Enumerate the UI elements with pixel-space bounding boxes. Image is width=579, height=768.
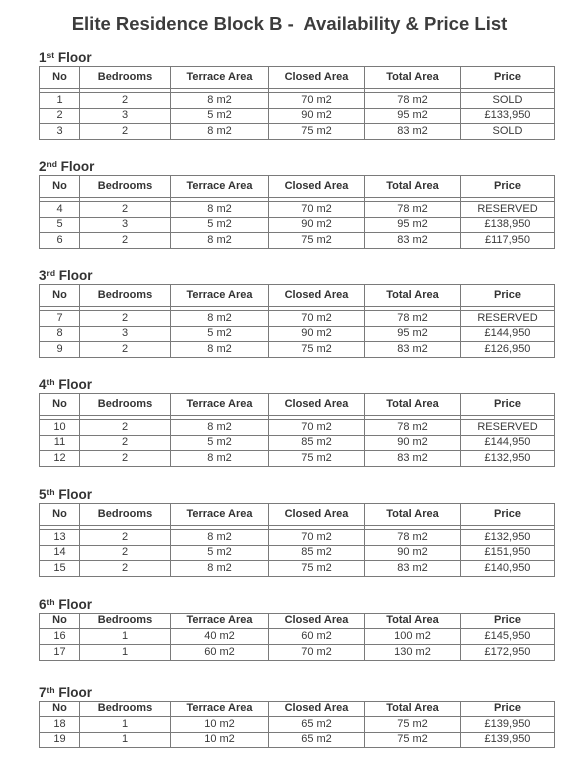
col-header-total-area: Total Area xyxy=(365,285,461,307)
col-header-no: No xyxy=(40,176,80,198)
cell-bedrooms: 1 xyxy=(80,732,171,748)
cell-bedrooms: 2 xyxy=(80,93,171,109)
table-row xyxy=(40,435,555,451)
cell-bedrooms: 2 xyxy=(80,420,171,436)
col-header-price: Price xyxy=(461,394,555,416)
cell-no: 5 xyxy=(40,217,80,233)
cell-price: £139,950 xyxy=(461,717,555,733)
floor-heading: 1st Floor xyxy=(39,50,92,65)
col-header-closed-area: Closed Area xyxy=(269,702,365,717)
cell-total-area: 83 m2 xyxy=(365,561,461,577)
col-header-closed-area: Closed Area xyxy=(269,614,365,629)
cell-total-area: 75 m2 xyxy=(365,717,461,733)
cell-price: RESERVED xyxy=(461,202,555,218)
cell-total-area: 83 m2 xyxy=(365,233,461,249)
cell-closed-area: 75 m2 xyxy=(269,561,365,577)
cell-price: £139,950 xyxy=(461,732,555,748)
col-header-price: Price xyxy=(461,504,555,526)
cell-terrace-area: 8 m2 xyxy=(171,561,269,577)
cell-closed-area: 70 m2 xyxy=(269,645,365,661)
cell-terrace-area: 8 m2 xyxy=(171,202,269,218)
cell-terrace-area: 8 m2 xyxy=(171,93,269,109)
col-header-total-area: Total Area xyxy=(365,504,461,526)
cell-no: 18 xyxy=(40,717,80,733)
col-header-no: No xyxy=(40,614,80,629)
cell-terrace-area: 8 m2 xyxy=(171,420,269,436)
col-header-terrace-area: Terrace Area xyxy=(171,67,269,89)
col-header-terrace-area: Terrace Area xyxy=(171,394,269,416)
cell-terrace-area: 10 m2 xyxy=(171,717,269,733)
cell-total-area: 95 m2 xyxy=(365,326,461,342)
table-row xyxy=(40,202,555,218)
cell-no: 10 xyxy=(40,420,80,436)
table-header-row xyxy=(40,504,555,526)
floor-heading: 5th Floor xyxy=(39,487,93,502)
cell-bedrooms: 2 xyxy=(80,233,171,249)
col-header-price: Price xyxy=(461,176,555,198)
cell-closed-area: 65 m2 xyxy=(269,717,365,733)
cell-closed-area: 70 m2 xyxy=(269,202,365,218)
cell-price: £140,950 xyxy=(461,561,555,577)
table-header-row xyxy=(40,67,555,89)
cell-price: £151,950 xyxy=(461,545,555,561)
cell-closed-area: 60 m2 xyxy=(269,629,365,645)
cell-no: 9 xyxy=(40,342,80,358)
col-header-no: No xyxy=(40,702,80,717)
cell-no: 8 xyxy=(40,326,80,342)
cell-bedrooms: 2 xyxy=(80,561,171,577)
cell-terrace-area: 8 m2 xyxy=(171,342,269,358)
cell-closed-area: 70 m2 xyxy=(269,311,365,327)
availability-table xyxy=(39,175,555,249)
table-row xyxy=(40,629,555,645)
cell-closed-area: 75 m2 xyxy=(269,233,365,249)
cell-bedrooms: 1 xyxy=(80,629,171,645)
cell-closed-area: 75 m2 xyxy=(269,451,365,467)
cell-total-area: 130 m2 xyxy=(365,645,461,661)
col-header-terrace-area: Terrace Area xyxy=(171,702,269,717)
cell-price: £132,950 xyxy=(461,530,555,546)
table-row xyxy=(40,108,555,124)
floor-heading: 3rd Floor xyxy=(39,268,93,283)
cell-total-area: 83 m2 xyxy=(365,451,461,467)
col-header-total-area: Total Area xyxy=(365,67,461,89)
table-row xyxy=(40,561,555,577)
table-row xyxy=(40,451,555,467)
cell-terrace-area: 5 m2 xyxy=(171,108,269,124)
col-header-price: Price xyxy=(461,67,555,89)
col-header-bedrooms: Bedrooms xyxy=(80,394,171,416)
cell-total-area: 90 m2 xyxy=(365,545,461,561)
cell-terrace-area: 5 m2 xyxy=(171,435,269,451)
cell-terrace-area: 8 m2 xyxy=(171,451,269,467)
cell-terrace-area: 8 m2 xyxy=(171,530,269,546)
table-row xyxy=(40,93,555,109)
cell-no: 19 xyxy=(40,732,80,748)
col-header-no: No xyxy=(40,67,80,89)
cell-terrace-area: 8 m2 xyxy=(171,311,269,327)
table-row xyxy=(40,717,555,733)
floor-heading: 6th Floor xyxy=(39,597,93,612)
availability-table xyxy=(39,613,555,661)
cell-closed-area: 75 m2 xyxy=(269,124,365,140)
floor-section-4 xyxy=(39,377,554,467)
cell-price: £126,950 xyxy=(461,342,555,358)
cell-bedrooms: 2 xyxy=(80,530,171,546)
cell-total-area: 95 m2 xyxy=(365,108,461,124)
col-header-price: Price xyxy=(461,285,555,307)
cell-price: RESERVED xyxy=(461,420,555,436)
cell-no: 1 xyxy=(40,93,80,109)
col-header-total-area: Total Area xyxy=(365,176,461,198)
col-header-price: Price xyxy=(461,702,555,717)
cell-bedrooms: 1 xyxy=(80,645,171,661)
col-header-total-area: Total Area xyxy=(365,614,461,629)
cell-price: £145,950 xyxy=(461,629,555,645)
cell-closed-area: 70 m2 xyxy=(269,530,365,546)
floor-section-7 xyxy=(39,685,554,748)
col-header-bedrooms: Bedrooms xyxy=(80,176,171,198)
col-header-bedrooms: Bedrooms xyxy=(80,67,171,89)
cell-bedrooms: 2 xyxy=(80,202,171,218)
col-header-terrace-area: Terrace Area xyxy=(171,285,269,307)
availability-table xyxy=(39,701,555,748)
floor-heading: 7th Floor xyxy=(39,685,93,700)
cell-terrace-area: 10 m2 xyxy=(171,732,269,748)
cell-bedrooms: 3 xyxy=(80,108,171,124)
cell-bedrooms: 3 xyxy=(80,217,171,233)
col-header-terrace-area: Terrace Area xyxy=(171,504,269,526)
cell-terrace-area: 5 m2 xyxy=(171,326,269,342)
cell-total-area: 95 m2 xyxy=(365,217,461,233)
table-row xyxy=(40,645,555,661)
table-header-row xyxy=(40,702,555,717)
cell-no: 15 xyxy=(40,561,80,577)
availability-table xyxy=(39,66,555,140)
table-row xyxy=(40,420,555,436)
cell-closed-area: 85 m2 xyxy=(269,435,365,451)
cell-bedrooms: 2 xyxy=(80,124,171,140)
cell-terrace-area: 60 m2 xyxy=(171,645,269,661)
cell-closed-area: 90 m2 xyxy=(269,326,365,342)
table-row xyxy=(40,326,555,342)
table-row xyxy=(40,217,555,233)
cell-total-area: 78 m2 xyxy=(365,420,461,436)
cell-no: 16 xyxy=(40,629,80,645)
cell-price: RESERVED xyxy=(461,311,555,327)
col-header-closed-area: Closed Area xyxy=(269,176,365,198)
col-header-no: No xyxy=(40,285,80,307)
cell-no: 14 xyxy=(40,545,80,561)
table-row xyxy=(40,545,555,561)
cell-bedrooms: 1 xyxy=(80,717,171,733)
table-row xyxy=(40,311,555,327)
table-header-row xyxy=(40,394,555,416)
availability-table xyxy=(39,284,555,358)
floor-heading: 2nd Floor xyxy=(39,159,95,174)
table-row xyxy=(40,124,555,140)
cell-no: 12 xyxy=(40,451,80,467)
cell-closed-area: 70 m2 xyxy=(269,93,365,109)
cell-no: 3 xyxy=(40,124,80,140)
cell-no: 4 xyxy=(40,202,80,218)
cell-total-area: 78 m2 xyxy=(365,93,461,109)
cell-price: SOLD xyxy=(461,93,555,109)
cell-bedrooms: 2 xyxy=(80,435,171,451)
cell-price: £133,950 xyxy=(461,108,555,124)
table-row xyxy=(40,732,555,748)
cell-no: 13 xyxy=(40,530,80,546)
col-header-no: No xyxy=(40,394,80,416)
cell-total-area: 83 m2 xyxy=(365,124,461,140)
cell-price: £172,950 xyxy=(461,645,555,661)
cell-no: 6 xyxy=(40,233,80,249)
table-header-row xyxy=(40,614,555,629)
col-header-total-area: Total Area xyxy=(365,702,461,717)
floor-section-3 xyxy=(39,268,554,358)
cell-price: SOLD xyxy=(461,124,555,140)
col-header-bedrooms: Bedrooms xyxy=(80,285,171,307)
cell-terrace-area: 40 m2 xyxy=(171,629,269,645)
col-header-total-area: Total Area xyxy=(365,394,461,416)
table-row xyxy=(40,530,555,546)
cell-bedrooms: 2 xyxy=(80,342,171,358)
floor-section-5 xyxy=(39,487,554,577)
floor-heading: 4th Floor xyxy=(39,377,93,392)
cell-bedrooms: 2 xyxy=(80,545,171,561)
floor-section-2 xyxy=(39,159,554,249)
cell-closed-area: 70 m2 xyxy=(269,420,365,436)
cell-closed-area: 90 m2 xyxy=(269,217,365,233)
availability-table xyxy=(39,503,555,577)
cell-total-area: 90 m2 xyxy=(365,435,461,451)
table-header-row xyxy=(40,285,555,307)
cell-closed-area: 65 m2 xyxy=(269,732,365,748)
cell-total-area: 83 m2 xyxy=(365,342,461,358)
cell-no: 2 xyxy=(40,108,80,124)
cell-price: £144,950 xyxy=(461,326,555,342)
cell-bedrooms: 3 xyxy=(80,326,171,342)
cell-no: 7 xyxy=(40,311,80,327)
cell-total-area: 75 m2 xyxy=(365,732,461,748)
cell-bedrooms: 2 xyxy=(80,451,171,467)
col-header-terrace-area: Terrace Area xyxy=(171,176,269,198)
cell-price: £144,950 xyxy=(461,435,555,451)
col-header-closed-area: Closed Area xyxy=(269,394,365,416)
table-row xyxy=(40,342,555,358)
table-header-row xyxy=(40,176,555,198)
cell-terrace-area: 8 m2 xyxy=(171,233,269,249)
availability-table xyxy=(39,393,555,467)
cell-bedrooms: 2 xyxy=(80,311,171,327)
col-header-closed-area: Closed Area xyxy=(269,504,365,526)
cell-closed-area: 85 m2 xyxy=(269,545,365,561)
page-title: Elite Residence Block B - Availability & Price List xyxy=(71,13,508,34)
cell-price: £138,950 xyxy=(461,217,555,233)
cell-total-area: 78 m2 xyxy=(365,202,461,218)
col-header-bedrooms: Bedrooms xyxy=(80,504,171,526)
cell-total-area: 78 m2 xyxy=(365,530,461,546)
cell-terrace-area: 5 m2 xyxy=(171,217,269,233)
cell-total-area: 78 m2 xyxy=(365,311,461,327)
cell-price: £117,950 xyxy=(461,233,555,249)
col-header-closed-area: Closed Area xyxy=(269,285,365,307)
cell-closed-area: 75 m2 xyxy=(269,342,365,358)
table-row xyxy=(40,233,555,249)
floor-section-1 xyxy=(39,50,554,140)
cell-total-area: 100 m2 xyxy=(365,629,461,645)
floor-section-6 xyxy=(39,597,554,661)
cell-no: 17 xyxy=(40,645,80,661)
col-header-closed-area: Closed Area xyxy=(269,67,365,89)
cell-no: 11 xyxy=(40,435,80,451)
col-header-terrace-area: Terrace Area xyxy=(171,614,269,629)
col-header-bedrooms: Bedrooms xyxy=(80,702,171,717)
cell-terrace-area: 8 m2 xyxy=(171,124,269,140)
cell-price: £132,950 xyxy=(461,451,555,467)
cell-terrace-area: 5 m2 xyxy=(171,545,269,561)
col-header-no: No xyxy=(40,504,80,526)
cell-closed-area: 90 m2 xyxy=(269,108,365,124)
col-header-bedrooms: Bedrooms xyxy=(80,614,171,629)
col-header-price: Price xyxy=(461,614,555,629)
